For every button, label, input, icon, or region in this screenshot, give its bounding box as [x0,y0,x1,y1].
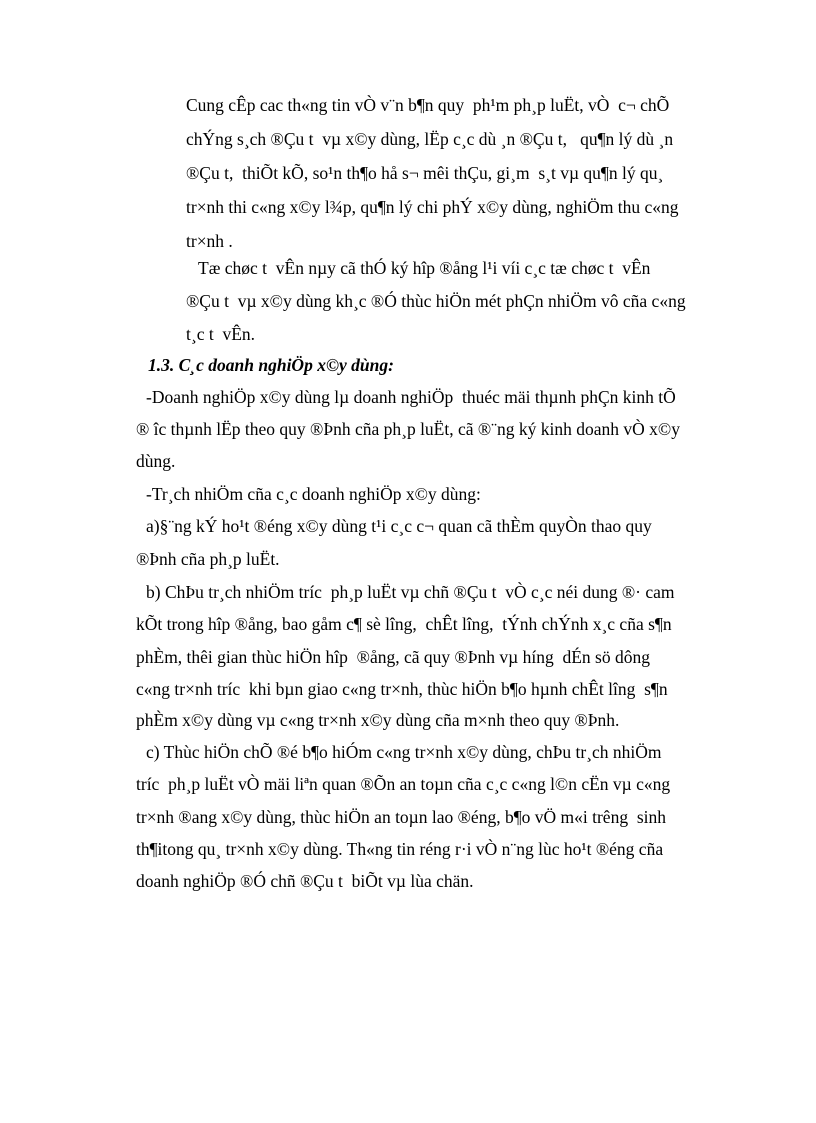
responsibilities-intro: -Tr¸ch nhiÖm cña c¸c doanh nghiÖp x©y dùng: [146,484,481,504]
text-line: c) Thùc hiÖn chÕ ®é b¶o hiÓm c«ng tr×nh x©y dùng, chÞu tr¸ch nhiÖm [146,742,662,762]
text-line: kÕt trong hîp ®ång, bao gåm c¶ sè lîng, chÊt lîng, tÝnh chÝnh x¸c cña s¶n [136,614,672,634]
text-line: tr×nh . [186,231,233,251]
section-heading: 1.3. C¸c doanh nghiÖp x©y dùng: [148,355,394,375]
text-line: b) ChÞu tr¸ch nhiÖm tríc ph¸p luËt vµ chñ ®Çu t vÒ c¸c néi dung ®· cam [146,582,675,602]
text-line: phÈm x©y dùng vµ c«ng tr×nh x©y dùng cña m×nh theo quy ®Þnh. [136,710,620,730]
text-line: dùng. [136,451,176,471]
text-line: ®Çu t, thiÕt kÕ, so¹n th¶o hå s¬ mêi thÇu, gi¸m s¸t vµ qu¶n lý qu¸ [186,163,664,183]
text-line: tr×nh thi c«ng x©y l¾p, qu¶n lý chi phÝ x©y dùng, nghiÖm thu c«ng [186,197,679,217]
text-line: Cung cÊp cac th«ng tin vÒ v¨n b¶n quy ph¹m ph¸p luËt, vÒ c¬ chÕ [186,95,670,115]
text-line: ®Çu t vµ x©y dùng kh¸c ®Ó thùc hiÖn mét phÇn nhiÖm vô cña c«ng [186,291,686,311]
text-line: phÈm, thêi gian thùc hiÖn hîp ®ång, cã quy ®Þnh vµ híng dÉn sö dông [136,647,650,667]
text-line: -Doanh nghiÖp x©y dùng lµ doanh nghiÖp thuéc mäi thµnh phÇn kinh tÕ [146,387,676,407]
text-line: tr×nh ®ang x©y dùng, thùc hiÖn an toµn lao ®éng, b¶o vÖ m«i trêng sinh [136,807,666,827]
text-line: tríc ph¸p luËt vÒ mäi liªn quan ®Õn an toµn cña c¸c c«ng l©n cËn vµ c«ng [136,774,671,794]
text-line: Tæ chøc t vÊn nµy cã thÓ ký hîp ®ång l¹i víi c¸c tæ chøc t vÊn [198,258,651,278]
text-line: chÝng s¸ch ®Çu t vµ x©y dùng, lËp c¸c dù ¸n ®Çu t, qu¶n lý dù ¸n [186,129,674,149]
text-line: doanh nghiÖp ®Ó chñ ®Çu t biÕt vµ lùa chän. [136,871,474,891]
text-line: c«ng tr×nh tríc khi bµn giao c«ng tr×nh, thùc hiÖn b¶o hµnh chÊt lîng s¶n [136,679,668,699]
text-line: t¸c t vÊn. [186,324,256,344]
text-line: th¶itong qu¸ tr×nh x©y dùng. Th«ng tin réng r·i vÒ n¨ng lùc ho¹t ®éng cña [136,839,664,859]
text-line: ®Þnh cña ph¸p luËt. [136,549,280,569]
text-line: ® îc thµnh lËp theo quy ®Þnh cña ph¸p luËt, cã ®¨ng ký kinh doanh vÒ x©y [136,419,680,439]
text-line: a)§¨ng kÝ ho¹t ®éng x©y dùng t¹i c¸c c¬ quan cã thÈm quyÒn thao quy [146,516,652,536]
